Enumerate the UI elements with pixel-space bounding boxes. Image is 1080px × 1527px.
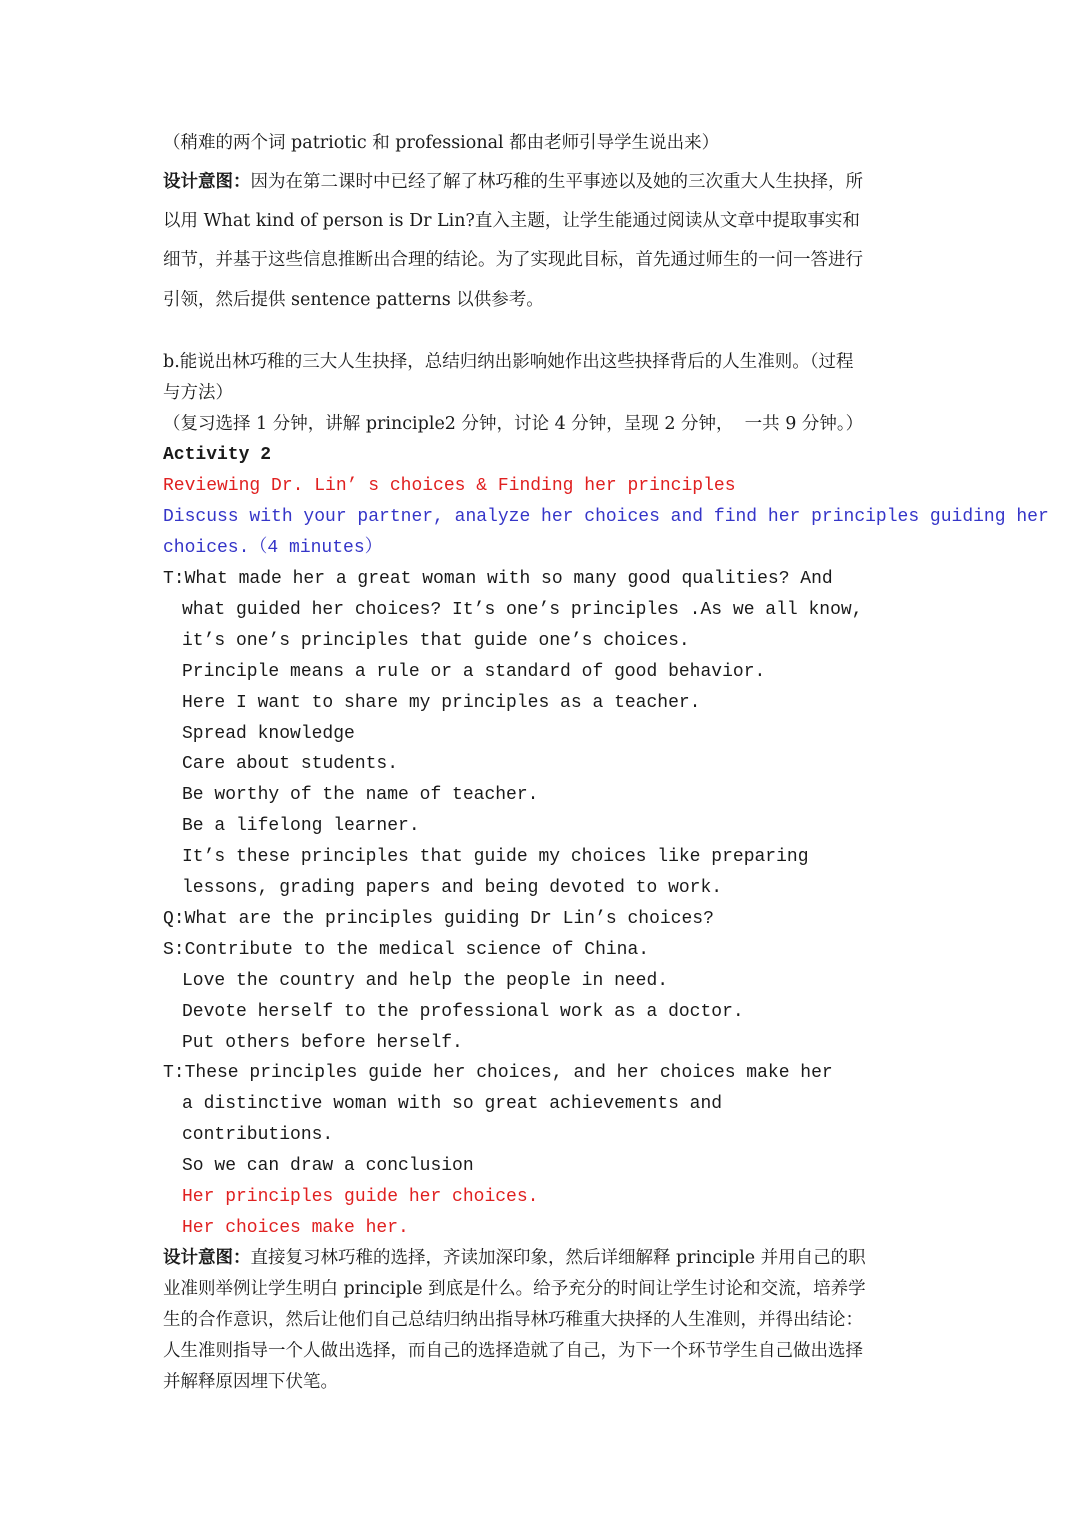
dialogue-line: Principle means a rule or a standard of good behavior. [182, 662, 766, 682]
design-intent-1-line-1: 设计意图：因为在第二课时中已经了解了林巧稚的生平事迹以及她的三次重大人生抉择，所 [163, 172, 863, 192]
activity-instruction-line-1: Discuss with your partner, analyze her choices and find her principles guiding her [163, 507, 1049, 527]
dialogue-line: Here I want to share my principles as a teacher. [182, 693, 701, 713]
design-intent-2-line-4: 人生准则指导一个人做出选择，而自己的选择造就了自己，为下一个环节学生自己做出选择 [163, 1341, 863, 1361]
dialogue-line: lessons, grading papers and being devoted to work. [182, 878, 723, 898]
dialogue-line: what guided her choices? It’s one’s principles .As we all know, [182, 600, 863, 620]
dialogue-line: contributions. [182, 1125, 334, 1145]
dialogue-line: Be a lifelong learner. [182, 816, 420, 836]
design-intent-1-line-2: 以用 What kind of person is Dr Lin?直入主题，让学生能通过阅读从文章中提取事实和 [163, 211, 860, 231]
dialogue-line: S:Contribute to the medical science of China. [163, 940, 650, 960]
dialogue-line: a distinctive woman with so great achievements and [182, 1094, 723, 1114]
section-b-timing: （复习选择 1 分钟，讲解 principle2 分钟，讨论 4 分钟，呈现 2 分钟， 一共 9 分钟。） [163, 414, 864, 434]
dialogue-line: Love the country and help the people in need. [182, 971, 669, 991]
dialogue-line: Put others before herself. [182, 1033, 463, 1053]
dialogue-line: Her choices make her. [182, 1218, 409, 1238]
dialogue-line: it’s one’s principles that guide one’s choices. [182, 631, 690, 651]
design-intent-2-line-2: 业准则举例让学生明白 principle 到底是什么。给予充分的时间让学生讨论和交流，培养学 [163, 1279, 866, 1299]
design-intent-2-line-1: 设计意图：直接复习林巧稚的选择，齐读加深印象，然后详细解释 principle 并用自己的职 [163, 1248, 866, 1268]
activity-subtitle: Reviewing Dr. Lin’ s choices & Finding her principles [163, 476, 736, 496]
design-intent-2-line-3: 生的合作意识，然后让他们自己总结归纳出指导林巧稚重大抉择的人生准则，并得出结论： [163, 1310, 863, 1330]
section-b-line-1: b.能说出林巧稚的三大人生抉择，总结归纳出影响她作出这些抉择背后的人生准则。（过程 [163, 352, 854, 372]
dialogue-line: T:These principles guide her choices, and her choices make her [163, 1063, 833, 1083]
design-intent-1-line-3: 细节，并基于这些信息推断出合理的结论。为了实现此目标，首先通过师生的一问一答进行 [163, 250, 863, 270]
top-note: （稍难的两个词 patriotic 和 professional 都由老师引导学生说出来） [163, 133, 720, 153]
design-intent-1-line-4: 引领，然后提供 sentence patterns 以供参考。 [163, 290, 544, 310]
activity-title: Activity 2 [163, 445, 272, 465]
dialogue-line: Care about students. [182, 754, 399, 774]
dialogue-line: Be worthy of the name of teacher. [182, 785, 539, 805]
dialogue-line: Spread knowledge [182, 724, 355, 744]
dialogue-line: T:What made her a great woman with so many good qualities? And [163, 569, 833, 589]
design-intent-1-label: 设计意图： [163, 172, 251, 192]
activity-instruction-line-2: choices.（4 minutes） [163, 538, 383, 558]
design-intent-2-line-5: 并解释原因埋下伏笔。 [163, 1372, 338, 1392]
dialogue-line: So we can draw a conclusion [182, 1156, 474, 1176]
design-intent-2-label: 设计意图： [163, 1248, 251, 1268]
dialogue-line: Her principles guide her choices. [182, 1187, 539, 1207]
dialogue-line: It’s these principles that guide my choices like preparing [182, 847, 809, 867]
section-b-line-2: 与方法） [163, 383, 233, 403]
dialogue-line: Q:What are the principles guiding Dr Lin’s choices? [163, 909, 714, 929]
dialogue-line: Devote herself to the professional work as a doctor. [182, 1002, 744, 1022]
